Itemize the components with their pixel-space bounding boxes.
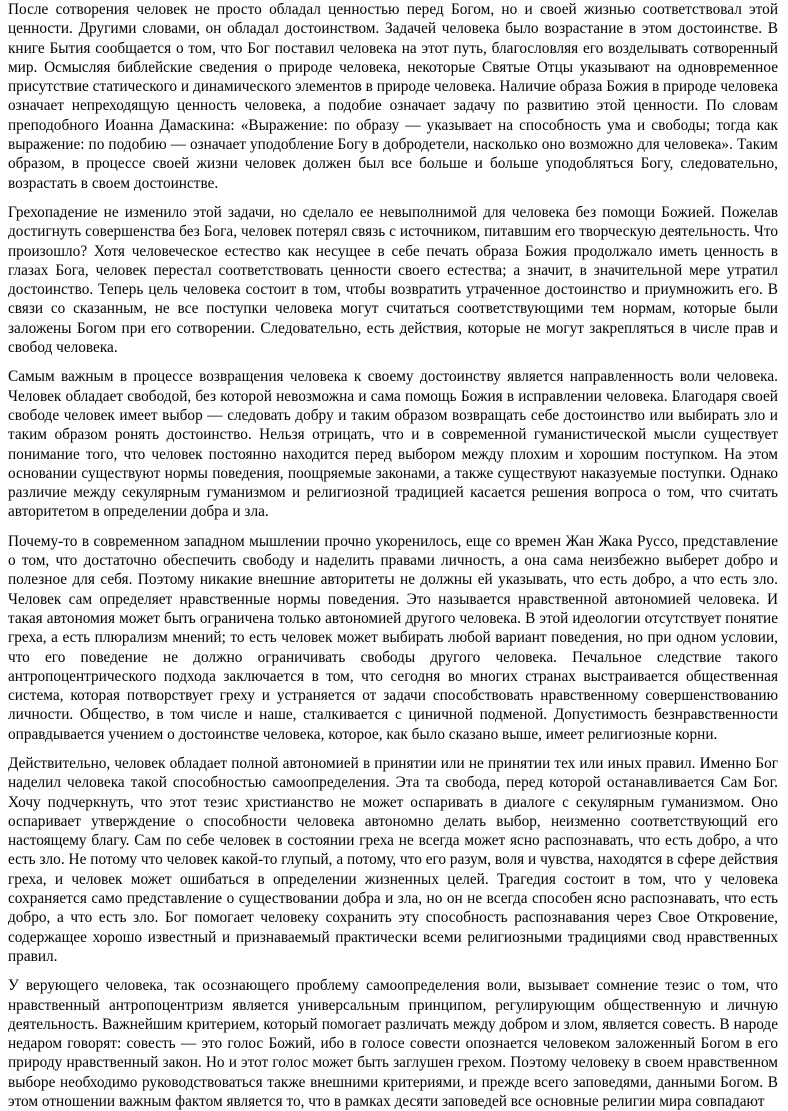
paragraph-5: Действительно, человек обладает полной автономией в принятии или не принятии тех или иных правил. Именно Бог наделил человека такой способностью самоопределения. Эта та свобода, перед которой останавливается Сам Бог. Хочу подчеркнуть, что этот тезис христианство не может оспаривать в диалоге с секулярным гуманизмом. Оно оспаривает утверждение о способности человека автономно делать выбор, неизменно соответствующий его настоящему благу. Сам по себе человек в состоянии греха не всегда может ясно распознавать, что есть добро, а что есть зло. Не потому что человек какой-то глупый, а потому, что его разум, воля и чувства, находятся в сфере действия греха, и человек может ошибаться в определении жизненных целей. Трагедия состоит в том, что у человека сохраняется само представление о существовании добра и зла, но он не всегда способен ясно распознавать, что есть добро, а что есть зло. Бог помогает человеку сохранить эту способность распознавания через Свое Откровение, содержащее хорошо известный и признаваемый практически всеми религиозными традициями свод нравственных правил. [8,754,778,965]
paragraph-2: Грехопадение не изменило этой задачи, но сделало ее невыполнимой для человека без помощи Божией. Пожелав достигнуть совершенства без Бога, человек потерял связь с источником, питавшим его творческую деятельность. Что произошло? Хотя человеческое естество как несущее в себе печать образа Божия продолжало иметь ценность в глазах Бога, человек перестал соответствовать ценности своего естества; а значит, в значительной мере утратил достоинство. Теперь цель человека состоит в том, чтобы возвратить утраченное достоинство и приумножить его. В связи со сказанным, не все поступки человека могут считаться соответствующими тем нормам, которые были заложены Богом при его сотворении. Следовательно, есть действия, которые не могут закрепляться в числе прав и свобод человека. [8,203,778,357]
document-page [8,0,778,1111]
paragraph-4: Почему-то в современном западном мышлении прочно укоренилось, еще со времен Жан Жака Руссо, представление о том, что достаточно обеспечить свободу и наделить правами личность, а она сама неизбежно выберет добро и полезное для себя. Поэтому никакие внешние авторитеты не должны ей указывать, что есть добро, а что есть зло. Человек сам определяет нравственные нормы поведения. Это называется нравственной автономией человека. И такая автономия может быть ограничена только автономией другого человека. В этой идеологии отсутствует понятие греха, а есть плюрализм мнений; то есть человек может выбирать любой вариант поведения, но при одном условии, что его поведение не должно ограничивать свободы другого человека. Печальное следствие такого антропоцентрического подхода заключается в том, что сегодня во многих странах выстраивается общественная система, которая потворствует греху и устраняется от задачи способствовать нравственному совершенствованию личности. Общество, в том числе и наше, сталкивается с циничной подменой. Допустимость безнравственности оправдывается учением о достоинстве человека, которое, как было сказано выше, имеет религиозные корни. [8,532,778,743]
paragraph-3: Самым важным в процессе возвращения человека к своему достоинству является направленность воли человека. Человек обладает свободой, без которой невозможна и сама помощь Божия в исправлении человека. Благодаря своей свободе человек имеет выбор — следовать добру и таким образом возвращать себе достоинство или выбирать зло и таким образом ронять достоинство. Нельзя отрицать, что и в современной гуманистической мысли существует понимание того, что человек постоянно находится перед выбором между плохим и хорошим поступком. На этом основании существуют нормы поведения, поощряемые законами, а также существуют наказуемые поступки. Однако различие между секулярным гуманизмом и религиозной традицией касается решения вопроса о том, что считать авторитетом в определении добра и зла. [8,368,778,521]
paragraph-6: У верующего человека, так осознающего проблему самоопределения воли, вызывает сомнение тезис о том, что нравственный антропоцентризм является универсальным принципом, регулирующим общественную и личную деятельность. Важнейшим критерием, который помогает различать между добром и злом, является совесть. В народе недаром говорят: совесть — это голос Божий, ибо в голосе совести опознается человеком заложенный Богом в его природу нравственный закон. Но и этот голос может быть заглушен грехом. Поэтому человеку в своем нравственном выборе необходимо руководствоваться также внешними критериями, и прежде всего заповедями, данными Богом. В этом отношении важным фактом является то, что в рамках десяти заповедей все основные религии мира совпадают [8,977,778,1111]
paragraph-1: После сотворения человек не просто обладал ценностью перед Богом, но и своей жизнью соответствовал этой ценности. Другими словами, он обладал достоинством. Задачей человека было возрастание в этом достоинстве. В книге Бытия сообщается о том, что Бог поставил человека на этот путь, благословляя его возделывать сотворенный мир. Осмысляя библейские сведения о природе человека, некоторые Святые Отцы указывают на одновременное присутствие статического и динамического элементов в природе человека. Наличие образа Божия в природе человека означает непреходящую ценность человека, а подобие означает задачу по развитию этой ценности. По словам преподобного Иоанна Дамаскина: «Выражение: по образу — указывает на способность ума и свободы; тогда как выражение: по подобию — означает уподобление Богу в добродетели, насколько оно возможно для человека». Таким образом, в процессе своей жизни человек должен был все больше и больше уподобляться Богу, следовательно, возрастать в своем достоинстве. [8,1,778,192]
